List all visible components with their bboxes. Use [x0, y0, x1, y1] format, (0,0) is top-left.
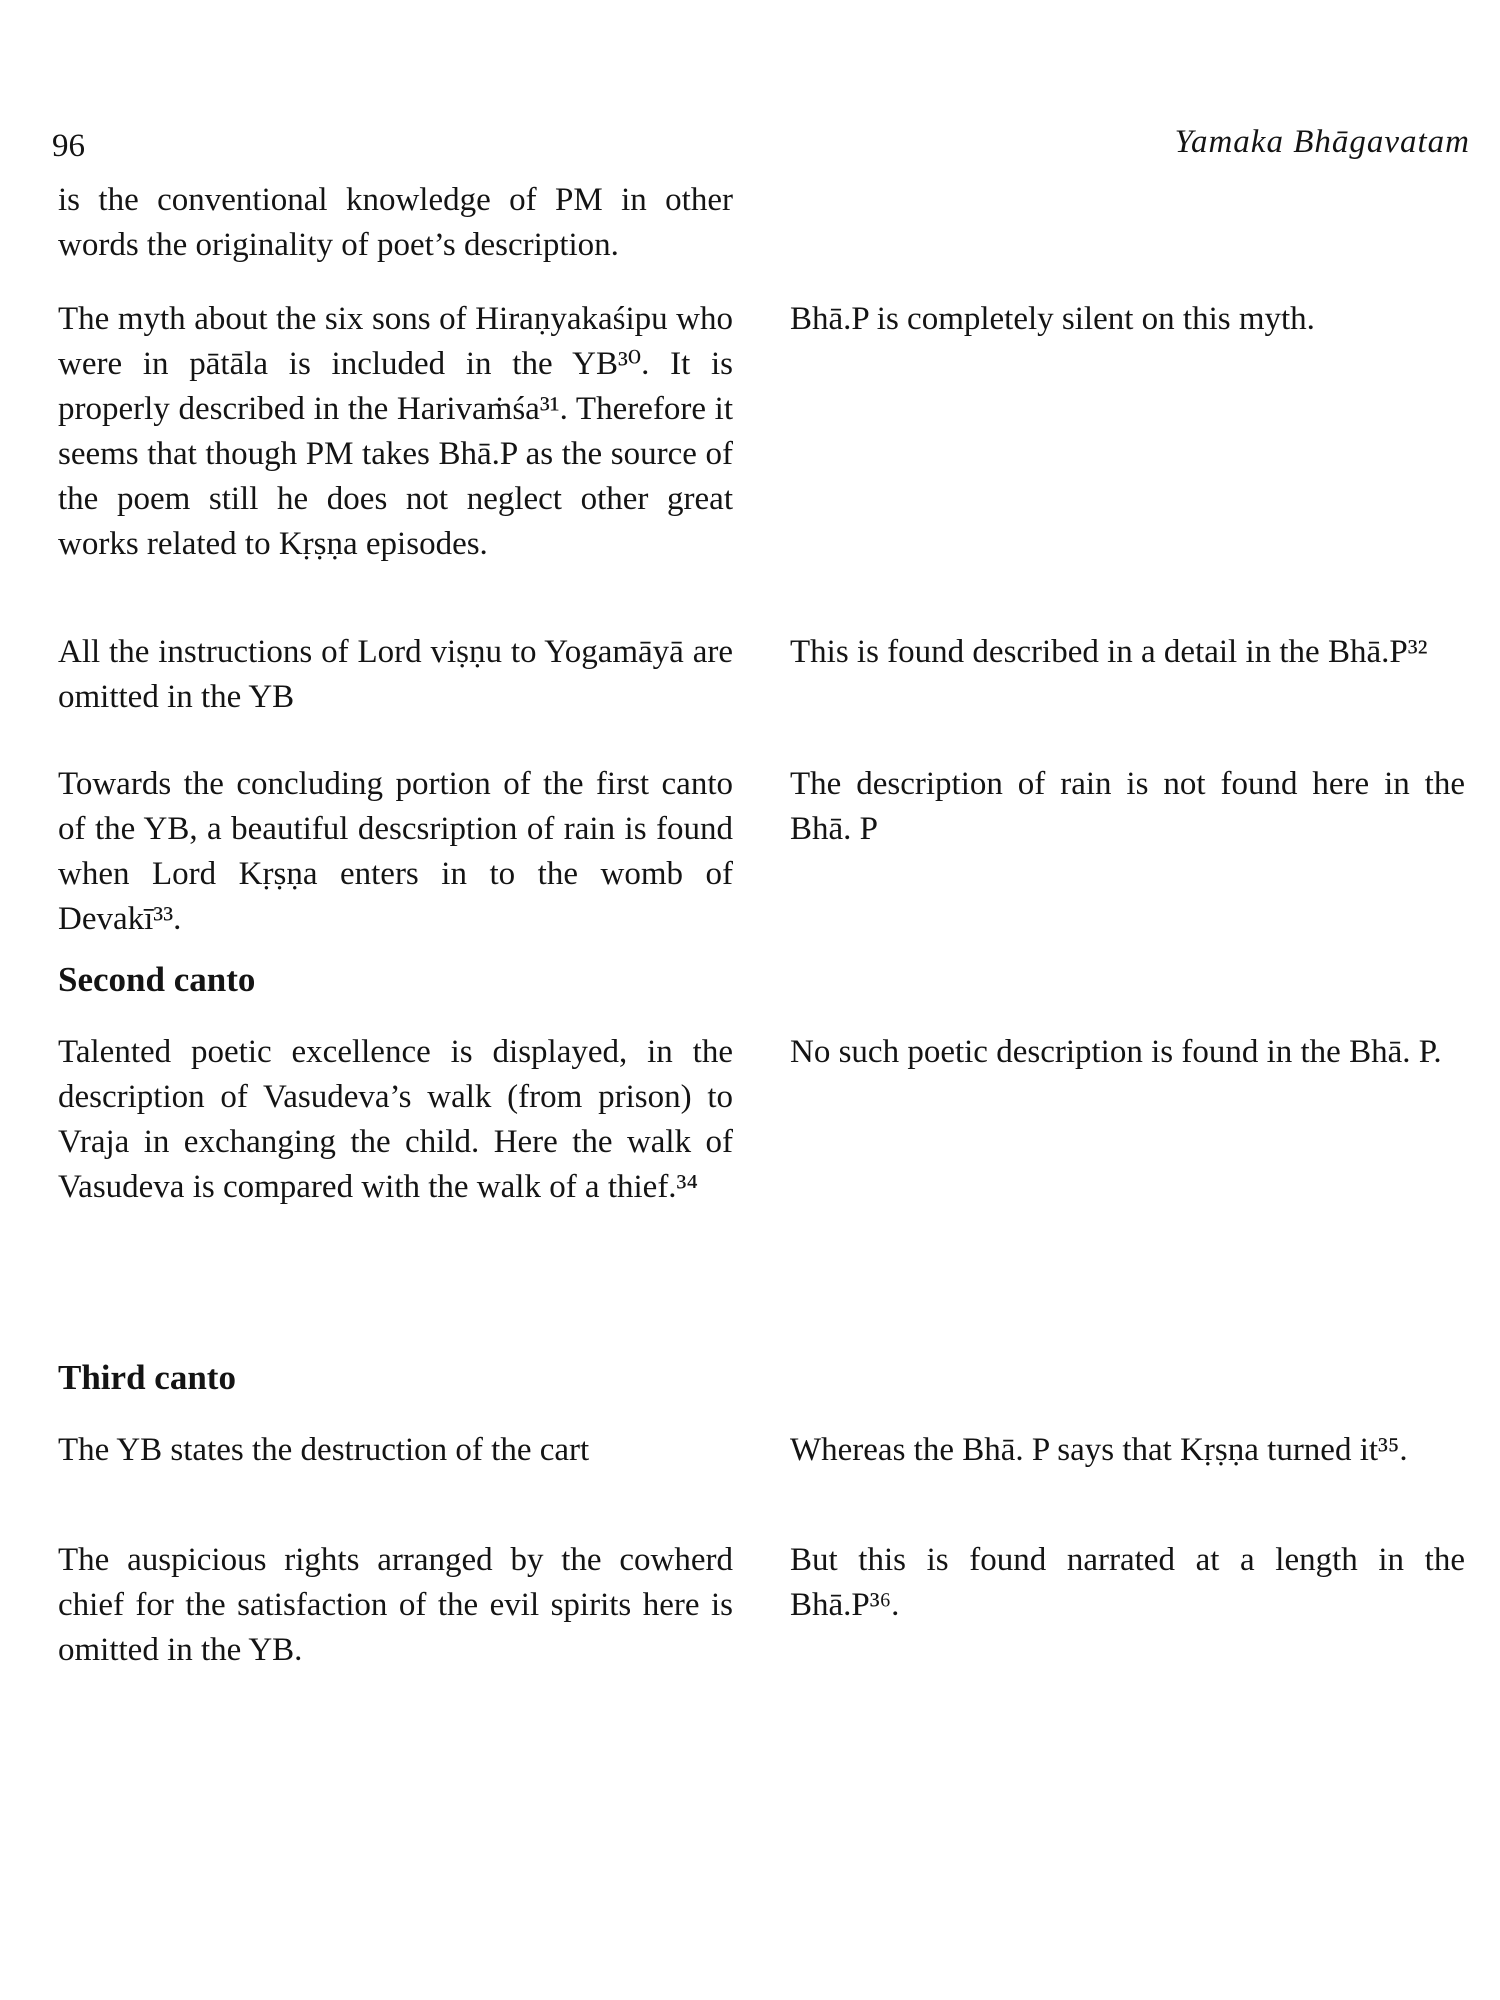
row-4-right: The description of rain is not found here in the Bhā. P — [790, 766, 1465, 847]
row-3-left: All the instructions of Lord viṣṇu to Yogamāyā are omitted in the YB — [58, 634, 733, 715]
row-7-right: But this is found narrated at a length in the Bhā.P³⁶. — [790, 1542, 1465, 1623]
row-3-right: This is found described in a detail in the Bhā.P³² — [790, 634, 1428, 670]
section-heading-second-canto: Second canto — [58, 960, 256, 999]
row-2-left: The myth about the six sons of Hiraṇyakaśipu who were in pātāla is included in the YB³⁰. It is properly described in the Harivaṁśa³¹. Therefore it seems that though PM takes Bhā.P as the source of the poem still he does not neglect other great works related to Kṛṣṇa episodes. — [58, 301, 733, 562]
row-7-left: The auspicious rights arranged by the cowherd chief for the satisfaction of the evil spirits here is omitted in the YB. — [58, 1542, 733, 1668]
section-heading-third-canto: Third canto — [58, 1358, 236, 1397]
page-number: 96 — [52, 128, 85, 164]
row-1-left: is the conventional knowledge of PM in other words the originality of poet’s description. — [58, 182, 733, 263]
row-2-right: Bhā.P is completely silent on this myth. — [790, 301, 1315, 337]
row-6-left: The YB states the destruction of the cart — [58, 1432, 590, 1468]
row-5-left: Talented poetic excellence is displayed, in the description of Vasudeva’s walk (from prison) to Vraja in exchanging the child. Here the walk of Vasudeva is compared with the walk of a thief.³⁴ — [58, 1034, 733, 1205]
row-5-right: No such poetic description is found in the Bhā. P. — [790, 1034, 1442, 1070]
running-title: Yamaka Bhāgavatam — [1174, 124, 1470, 160]
row-4-left: Towards the concluding portion of the first canto of the YB, a beautiful descsription of rain is found when Lord Kṛṣṇa enters in to the womb of Devakī³³. — [58, 766, 733, 937]
row-6-right: Whereas the Bhā. P says that Kṛṣṇa turned it³⁵. — [790, 1432, 1408, 1468]
